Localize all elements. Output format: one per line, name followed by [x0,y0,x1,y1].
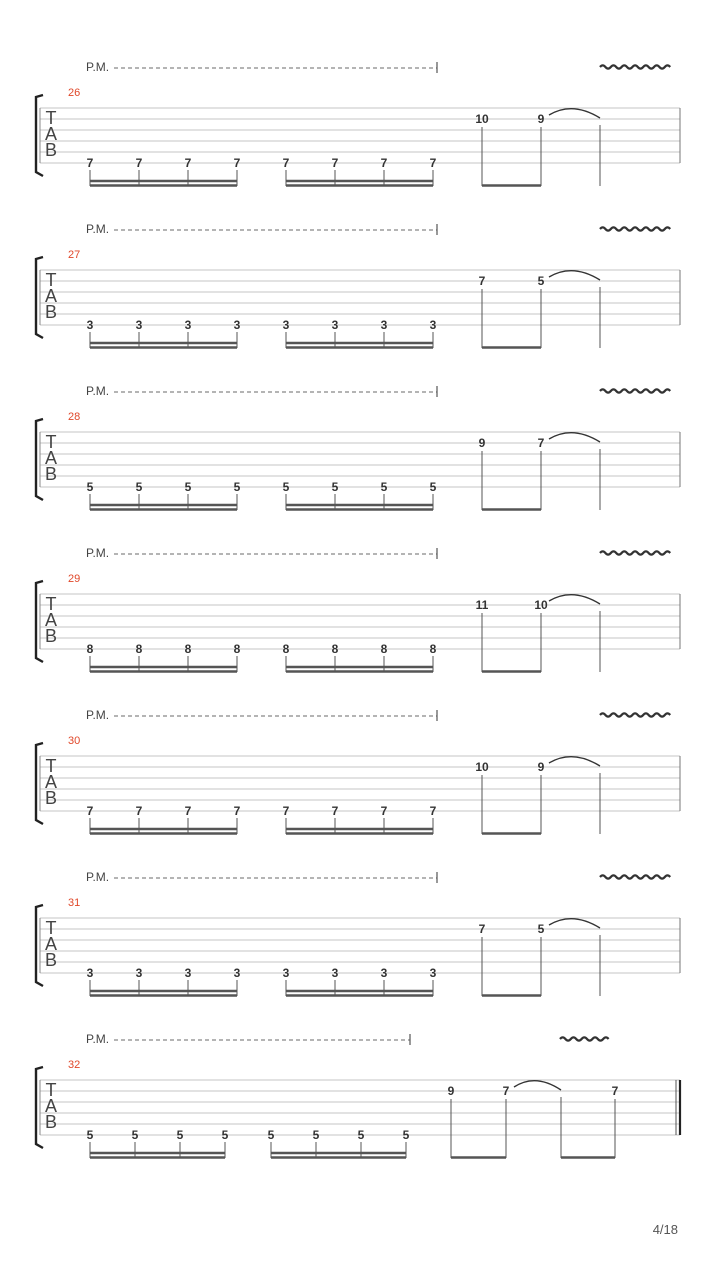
tab-clef-letter: B [44,1112,58,1132]
measure-number: 27 [68,249,81,261]
tie-arc [549,595,600,604]
fret-number: 7 [537,436,545,450]
fret-number: 3 [184,966,192,980]
fret-number: 3 [331,318,339,332]
fret-number: 7 [86,156,94,170]
fret-number: 3 [429,318,437,332]
palm-mute-label: P.M. [86,546,110,560]
page-number: 4/18 [652,1222,678,1237]
palm-mute-label: P.M. [86,60,110,74]
tab-clef-letter: T [45,432,57,452]
fret-number: 3 [233,966,241,980]
fret-number: 8 [233,642,241,656]
fret-number: 8 [86,642,94,656]
tab-clef-letter: T [45,270,57,290]
fret-number: 3 [331,966,339,980]
tie-arc [549,271,600,280]
tie-arc [549,757,600,766]
fret-number: 5 [331,480,339,494]
fret-number: 5 [221,1128,229,1142]
fret-number: 3 [135,966,143,980]
measure-number: 30 [68,735,81,747]
fret-number: 7 [611,1084,619,1098]
tab-clef-letter: A [44,286,58,306]
fret-number: 7 [331,804,339,818]
fret-number: 10 [475,760,489,774]
fret-number: 7 [429,804,437,818]
fret-number: 7 [380,804,388,818]
fret-number: 8 [184,642,192,656]
fret-number: 7 [233,804,241,818]
fret-number: 7 [282,804,290,818]
tab-clef-letter: A [44,124,58,144]
fret-number: 5 [429,480,437,494]
palm-mute-label: P.M. [86,384,110,398]
fret-number: 11 [475,598,489,612]
tab-clef-letter: T [45,918,57,938]
fret-number: 5 [131,1128,139,1142]
fret-number: 9 [478,436,486,450]
tab-system [36,870,680,996]
vibrato-mark [560,1037,609,1040]
tab-system [36,546,680,672]
fret-number: 8 [331,642,339,656]
tab-clef-letter: T [45,108,57,128]
measure-number: 26 [68,87,81,99]
tie-arc [549,109,600,118]
tab-clef-letter: B [44,788,58,808]
fret-number: 7 [184,804,192,818]
fret-number: 5 [312,1128,320,1142]
measure-number: 28 [68,411,81,423]
fret-number: 5 [86,1128,94,1142]
vibrato-mark [600,389,670,392]
tab-clef-letter: B [44,950,58,970]
fret-number: 8 [380,642,388,656]
fret-number: 7 [429,156,437,170]
fret-number: 9 [447,1084,455,1098]
fret-number: 3 [380,966,388,980]
fret-number: 7 [331,156,339,170]
fret-number: 9 [537,760,545,774]
tab-system [36,384,680,510]
palm-mute-label: P.M. [86,708,110,722]
vibrato-mark [600,713,670,716]
fret-number: 5 [537,274,545,288]
fret-number: 3 [282,966,290,980]
vibrato-mark [600,875,670,878]
fret-number: 5 [135,480,143,494]
fret-number: 7 [233,156,241,170]
fret-number: 3 [86,966,94,980]
measure-number: 31 [68,897,81,909]
tie-arc [514,1081,561,1090]
vibrato-mark [600,65,670,68]
fret-number: 3 [282,318,290,332]
fret-number: 5 [86,480,94,494]
fret-number: 3 [380,318,388,332]
fret-number: 7 [135,804,143,818]
fret-number: 5 [267,1128,275,1142]
fret-number: 3 [233,318,241,332]
fret-number: 7 [478,922,486,936]
fret-number: 5 [176,1128,184,1142]
measure-number: 29 [68,573,81,585]
fret-number: 8 [282,642,290,656]
fret-number: 3 [184,318,192,332]
tie-arc [549,919,600,928]
tab-clef-letter: T [45,594,57,614]
vibrato-mark [600,551,670,554]
fret-number: 7 [86,804,94,818]
fret-number: 7 [380,156,388,170]
fret-number: 7 [135,156,143,170]
fret-number: 3 [429,966,437,980]
fret-number: 5 [233,480,241,494]
tab-clef-letter: A [44,610,58,630]
fret-number: 5 [184,480,192,494]
vibrato-mark [600,227,670,230]
palm-mute-label: P.M. [86,870,110,884]
palm-mute-label: P.M. [86,1032,110,1046]
fret-number: 7 [478,274,486,288]
fret-number: 5 [537,922,545,936]
fret-number: 5 [402,1128,410,1142]
fret-number: 8 [135,642,143,656]
fret-number: 7 [502,1084,510,1098]
fret-number: 9 [537,112,545,126]
tab-system [36,60,680,186]
tab-clef-letter: T [45,756,57,776]
fret-number: 10 [475,112,489,126]
palm-mute-label: P.M. [86,222,110,236]
tab-clef-letter: B [44,626,58,646]
tab-clef-letter: A [44,1096,58,1116]
tab-clef-letter: B [44,464,58,484]
tab-clef-letter: A [44,772,58,792]
tab-clef-letter: A [44,934,58,954]
fret-number: 3 [86,318,94,332]
fret-number: 5 [357,1128,365,1142]
fret-number: 5 [380,480,388,494]
tab-clef-letter: B [44,302,58,322]
tab-clef-letter: B [44,140,58,160]
fret-number: 10 [534,598,548,612]
tab-system [36,708,680,834]
measure-number: 32 [68,1059,81,1071]
fret-number: 8 [429,642,437,656]
fret-number: 7 [184,156,192,170]
tab-system [36,222,680,348]
tab-clef-letter: T [45,1080,57,1100]
tab-system [36,1032,680,1158]
fret-number: 5 [282,480,290,494]
tab-clef-letter: A [44,448,58,468]
fret-number: 7 [282,156,290,170]
tie-arc [549,433,600,442]
fret-number: 3 [135,318,143,332]
